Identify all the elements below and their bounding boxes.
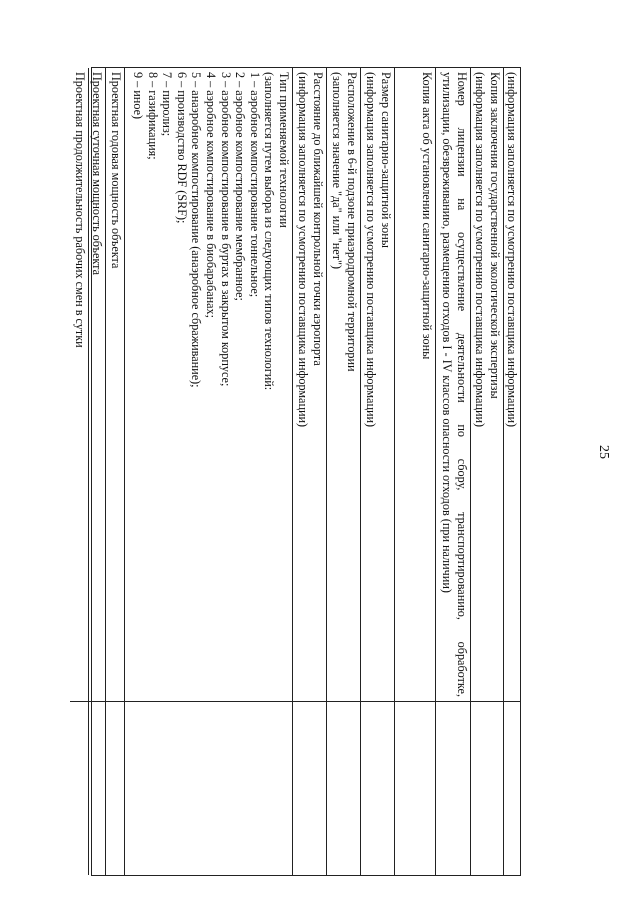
row-label-cell: [70, 68, 88, 702]
row-value-cell: [106, 702, 124, 875]
row-text-line: 7 – пиролиз;: [160, 72, 175, 137]
row-text-line: Расположение в 6-й подзоне приаэродромной территории: [345, 72, 359, 372]
row-label-cell: [436, 68, 470, 702]
row-value-cell: [361, 702, 394, 875]
row-text-line: Проектная продолжительность рабочих смен в сутки: [73, 72, 87, 348]
row-text-line: 2 – аэробное компостирование мембранное;: [233, 72, 248, 301]
table-row: [326, 68, 360, 875]
row-label-cell: [293, 68, 326, 702]
row-text-line: Тип применяемой технологии: [277, 72, 291, 228]
row-label-cell: [504, 68, 520, 702]
row-value-cell: [70, 702, 88, 875]
table-row: [124, 68, 292, 875]
table-row: [70, 68, 88, 875]
row-text-line: Проектная суточная мощность объекта: [90, 72, 104, 276]
table-rotation-frame: [73, 67, 521, 876]
row-text-line: (информация заполняется по усмотрению поставщика информации): [296, 72, 311, 428]
row-label-cell: [89, 68, 105, 702]
table-row: [503, 68, 520, 875]
row-label-cell: [125, 68, 292, 702]
row-text-line: 9 – иное): [131, 72, 146, 120]
table-row: [360, 68, 394, 875]
row-text-line: 5 – анаэробное компостирование (анаэробное сбраживание);: [189, 72, 204, 388]
table-row: [292, 68, 326, 875]
row-label-cell: [361, 68, 394, 702]
row-text-line: (информация заполняется по усмотрению поставщика информации): [505, 72, 519, 428]
row-text-line: Копия акта об установлении санитарно-защитной зоны: [420, 72, 434, 360]
row-text-line: Копия заключения государственной экологической экспертизы: [488, 72, 502, 399]
row-label-cell: [327, 68, 360, 702]
row-value-cell: [327, 702, 360, 875]
row-text-line: Проектная годовая мощность объекта: [109, 72, 123, 269]
row-value-cell: [293, 702, 326, 875]
row-value-cell: [504, 702, 520, 875]
row-text-line: Размер санитарно-защитной зоны: [379, 72, 393, 248]
table-row: [470, 68, 503, 875]
page-number: 25: [596, 445, 611, 459]
row-text-line: (заполняется путем выбора из следующих типов технологий:: [262, 72, 277, 391]
row-value-cell: [471, 702, 503, 875]
row-label-cell: [471, 68, 503, 702]
row-text-line: 8 – газификация;: [145, 72, 160, 160]
row-text-line: 3 – аэробное компостирование в буртах в закрытом корпусе;: [218, 72, 233, 387]
row-value-cell: [436, 702, 470, 875]
row-text-line: утилизации, обезвреживанию, размещению отходов I - IV классов опасности отходов (при наличии): [440, 72, 455, 593]
row-value-cell: [395, 702, 435, 875]
row-text-line: (информация заполняется по усмотрению поставщика информации): [473, 72, 488, 428]
row-text-line: 1 – аэробное компостирование тоннельное;: [247, 72, 262, 298]
row-text-line: (информация заполняется по усмотрению поставщика информации): [364, 72, 379, 428]
row-text-line: 4 – аэробное компостирование в биобарабанах;: [204, 72, 219, 319]
row-text-line: 6 – производство RDF (SRF);: [174, 72, 189, 224]
row-value-cell: [89, 702, 105, 875]
table-row: [394, 68, 435, 875]
row-label-cell: [106, 68, 124, 702]
table-row: [88, 68, 105, 875]
table-row: [435, 68, 470, 875]
row-text-line: Номер лицензии на осуществление деятельности по сбору, транспортированию, обработке,: [455, 72, 469, 697]
row-value-cell: [125, 702, 292, 875]
row-label-cell: [395, 68, 435, 702]
data-table: [73, 67, 521, 876]
row-text-line: Расстояние до ближайшей контрольной точки аэропорта: [311, 72, 325, 366]
row-text-line: (заполняется значение "да" или "нет"): [330, 72, 345, 270]
table-row: [105, 68, 124, 875]
